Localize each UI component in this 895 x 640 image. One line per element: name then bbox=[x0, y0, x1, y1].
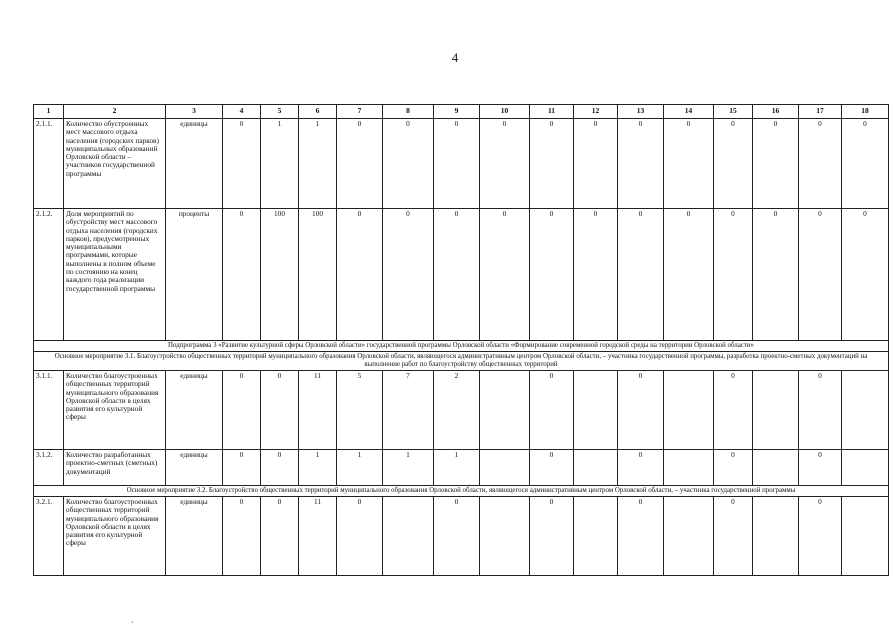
value-cell bbox=[842, 450, 889, 486]
activity-title: Основное мероприятие 3.2. Благоустройство общественных территорий муниципального образования Орловской области, являющегося административным центром Орловской области, – участника государственной программы bbox=[34, 486, 889, 497]
value-cell bbox=[664, 497, 714, 576]
value-cell: 1 bbox=[434, 450, 480, 486]
table-row bbox=[34, 450, 889, 486]
value-cell: 0 bbox=[530, 450, 574, 486]
indicator-number: 2.1.1. bbox=[34, 119, 64, 209]
value-cell: 0 bbox=[664, 209, 714, 341]
value-cell: 0 bbox=[434, 209, 480, 341]
header-cell: 15 bbox=[714, 105, 753, 119]
value-cell: 0 bbox=[842, 209, 889, 341]
header-cell: 6 bbox=[299, 105, 337, 119]
value-cell: 0 bbox=[574, 209, 618, 341]
value-cell: 0 bbox=[753, 119, 799, 209]
value-cell: 0 bbox=[261, 497, 299, 576]
indicator-name: Количество разработанных проектно-сметных (сметных) документаций bbox=[64, 450, 166, 486]
value-cell bbox=[664, 450, 714, 486]
value-cell: 0 bbox=[383, 119, 434, 209]
value-cell: 11 bbox=[299, 371, 337, 450]
value-cell: 0 bbox=[337, 119, 383, 209]
value-cell: 0 bbox=[223, 119, 261, 209]
indicator-number: 3.1.2. bbox=[34, 450, 64, 486]
unit-cell: единицы bbox=[166, 119, 223, 209]
value-cell: 0 bbox=[223, 450, 261, 486]
indicator-name: Количество обустроенных мест массового отдыха населения (городских парков) муниципальных образований Орловской области – участников государственной программы bbox=[64, 119, 166, 209]
header-cell: 14 bbox=[664, 105, 714, 119]
header-cell: 2 bbox=[64, 105, 166, 119]
value-cell: 1 bbox=[337, 450, 383, 486]
value-cell: 0 bbox=[261, 371, 299, 450]
value-cell: 0 bbox=[574, 119, 618, 209]
unit-cell: единицы bbox=[166, 497, 223, 576]
table-row bbox=[34, 497, 889, 576]
header-cell: 9 bbox=[434, 105, 480, 119]
value-cell: 1 bbox=[383, 450, 434, 486]
indicator-number: 3.2.1. bbox=[34, 497, 64, 576]
value-cell: 0 bbox=[618, 371, 664, 450]
value-cell: 0 bbox=[261, 450, 299, 486]
value-cell: 2 bbox=[434, 371, 480, 450]
value-cell: 0 bbox=[337, 209, 383, 341]
value-cell: 0 bbox=[530, 119, 574, 209]
value-cell: 0 bbox=[714, 450, 753, 486]
value-cell: 1 bbox=[299, 450, 337, 486]
value-cell bbox=[480, 450, 530, 486]
unit-cell: единицы bbox=[166, 450, 223, 486]
value-cell bbox=[574, 497, 618, 576]
value-cell: 0 bbox=[714, 119, 753, 209]
value-cell: 0 bbox=[618, 209, 664, 341]
value-cell: 5 bbox=[337, 371, 383, 450]
value-cell: 0 bbox=[799, 371, 842, 450]
header-cell: 4 bbox=[223, 105, 261, 119]
value-cell bbox=[842, 371, 889, 450]
value-cell: 0 bbox=[842, 119, 889, 209]
value-cell: 0 bbox=[618, 119, 664, 209]
value-cell: 1 bbox=[261, 119, 299, 209]
value-cell: 0 bbox=[530, 209, 574, 341]
header-row bbox=[34, 105, 889, 119]
indicator-number: 2.1.2. bbox=[34, 209, 64, 341]
table-row bbox=[34, 209, 889, 341]
value-cell bbox=[383, 497, 434, 576]
header-cell: 18 bbox=[842, 105, 889, 119]
value-cell: 0 bbox=[223, 497, 261, 576]
header-cell: 10 bbox=[480, 105, 530, 119]
value-cell: 0 bbox=[618, 497, 664, 576]
value-cell bbox=[574, 371, 618, 450]
value-cell: 0 bbox=[799, 209, 842, 341]
value-cell: 0 bbox=[223, 209, 261, 341]
header-cell: 13 bbox=[618, 105, 664, 119]
value-cell: 0 bbox=[434, 119, 480, 209]
indicator-number: 3.1.1. bbox=[34, 371, 64, 450]
value-cell bbox=[753, 497, 799, 576]
table-row bbox=[34, 371, 889, 450]
activity-title: Основное мероприятие 3.1. Благоустройство общественных территорий муниципального образования Орловской области, являющегося административным центром Орловской области, – участника государственной программы, разработка проектно-сметных документаций на выполнение работ по благоустройству общественных территорий bbox=[34, 352, 889, 371]
value-cell bbox=[480, 371, 530, 450]
header-cell: 3 bbox=[166, 105, 223, 119]
value-cell: 0 bbox=[799, 450, 842, 486]
subprogram-title: Подпрограмма 3 «Развитие культурной сферы Орловской области» государственной программы Орловской области «Формирование современной городской среды на территории Орловской области» bbox=[34, 341, 889, 352]
subprogram-row bbox=[34, 341, 889, 352]
unit-cell: проценты bbox=[166, 209, 223, 341]
value-cell: 0 bbox=[664, 119, 714, 209]
value-cell: 0 bbox=[714, 497, 753, 576]
scan-mark: · bbox=[131, 618, 134, 627]
header-cell: 12 bbox=[574, 105, 618, 119]
header-cell: 7 bbox=[337, 105, 383, 119]
value-cell: 0 bbox=[799, 119, 842, 209]
value-cell bbox=[664, 371, 714, 450]
value-cell: 0 bbox=[434, 497, 480, 576]
activity-row bbox=[34, 352, 889, 371]
value-cell: 0 bbox=[383, 209, 434, 341]
value-cell: 0 bbox=[530, 497, 574, 576]
value-cell: 0 bbox=[223, 371, 261, 450]
header-cell: 5 bbox=[261, 105, 299, 119]
value-cell bbox=[753, 450, 799, 486]
header-cell: 17 bbox=[799, 105, 842, 119]
value-cell: 100 bbox=[299, 209, 337, 341]
value-cell: 0 bbox=[480, 119, 530, 209]
value-cell: 11 bbox=[299, 497, 337, 576]
value-cell: 0 bbox=[618, 450, 664, 486]
value-cell: 0 bbox=[799, 497, 842, 576]
value-cell bbox=[842, 497, 889, 576]
value-cell: 100 bbox=[261, 209, 299, 341]
value-cell: 7 bbox=[383, 371, 434, 450]
activity-row bbox=[34, 486, 889, 497]
value-cell: 0 bbox=[753, 209, 799, 341]
indicator-name: Доля мероприятий по обустройству мест массового отдыха населения (городских парков), предусмотренных муниципальными программами, которые выполнены в полном объеме по состоянию на конец каждого года реализации государственной программы bbox=[64, 209, 166, 341]
unit-cell: единицы bbox=[166, 371, 223, 450]
indicator-name: Количество благоустроенных общественных территорий муниципального образования Орловской области в целях развития его культурной сферы bbox=[64, 497, 166, 576]
header-cell: 11 bbox=[530, 105, 574, 119]
header-cell: 8 bbox=[383, 105, 434, 119]
value-cell: 0 bbox=[714, 371, 753, 450]
value-cell: 0 bbox=[714, 209, 753, 341]
header-cell: 1 bbox=[34, 105, 64, 119]
value-cell bbox=[753, 371, 799, 450]
value-cell: 0 bbox=[480, 209, 530, 341]
table-row bbox=[34, 119, 889, 209]
value-cell: 0 bbox=[337, 497, 383, 576]
value-cell: 0 bbox=[530, 371, 574, 450]
page-number: 4 bbox=[451, 50, 459, 65]
value-cell: 1 bbox=[299, 119, 337, 209]
header-cell: 16 bbox=[753, 105, 799, 119]
value-cell bbox=[574, 450, 618, 486]
indicators-table bbox=[33, 104, 889, 576]
indicator-name: Количество благоустроенных общественных территорий муниципального образования Орловской области в целях развития его культурной сферы bbox=[64, 371, 166, 450]
value-cell bbox=[480, 497, 530, 576]
